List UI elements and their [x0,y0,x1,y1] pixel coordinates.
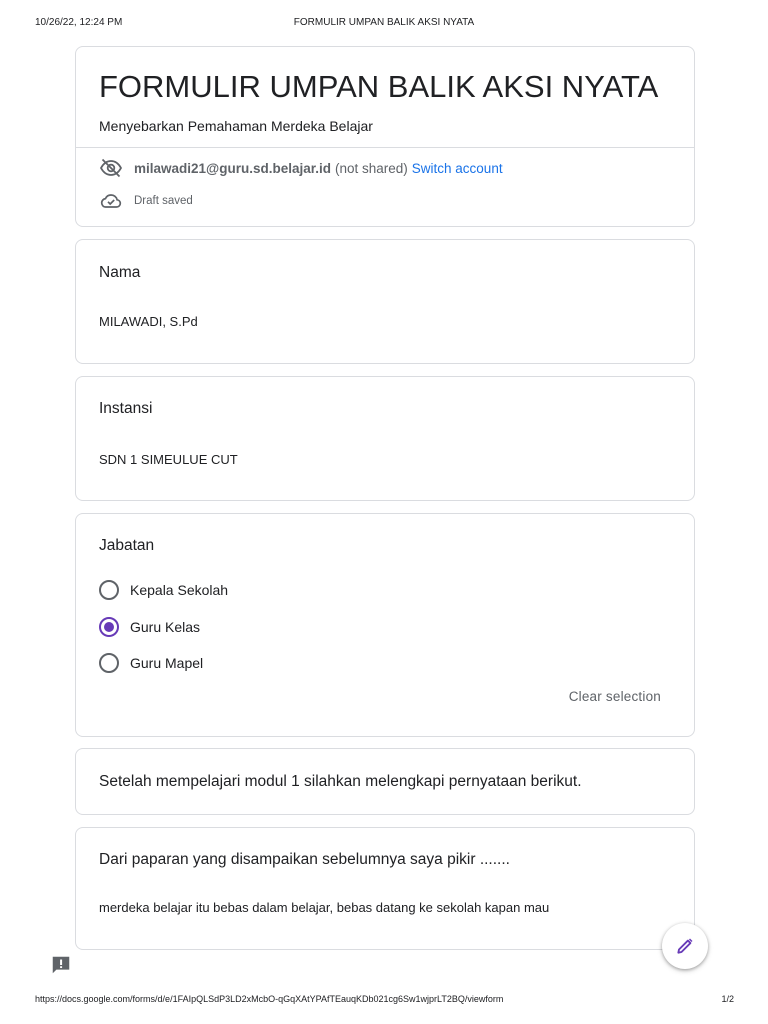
header-divider [76,147,694,148]
draft-status-row [99,190,193,212]
question-paparan-card [75,827,695,950]
radio-label: Guru Mapel [130,655,204,671]
draft-status-text: Draft saved [134,195,193,207]
question-jabatan-label: Jabatan [99,537,155,554]
question-instansi-card [75,376,695,501]
print-url: https://docs.google.com/forms/d/e/1FAIpQLSdP3LD2xMcbO-qGqXAtYPAfTEauqKDb021cg6Sw1wjprLT2BQ/viewform [35,994,504,1004]
radio-option-guru-mapel[interactable] [99,652,203,674]
radio-button-selected[interactable] [99,617,119,637]
radio-button[interactable] [99,580,119,600]
question-paparan-answer[interactable]: merdeka belajar itu bebas dalam belajar, bebas datang ke sekolah kapan mau [99,900,550,915]
section-description-card [75,748,695,815]
cloud-done-icon [99,189,123,213]
question-nama-card [75,239,695,364]
radio-button[interactable] [99,653,119,673]
print-title: FORMULIR UMPAN BALIK AKSI NYATA [293,17,475,28]
question-paparan-label: Dari paparan yang disampaikan sebelumnya saya pikir ....... [99,851,510,868]
section-description-text: Setelah mempelajari modul 1 silahkan melengkapi pernyataan berikut. [99,773,582,790]
print-date: 10/26/22, 12:24 PM [35,17,123,28]
clear-selection-button[interactable]: Clear selection [568,689,661,704]
question-nama-answer[interactable]: MILAWADI, S.Pd [99,314,198,329]
question-instansi-answer[interactable]: SDN 1 SIMEULUE CUT [99,452,238,467]
edit-fab-button[interactable] [662,923,708,969]
radio-label: Kepala Sekolah [130,582,229,598]
pencil-icon [675,936,695,956]
radio-label: Guru Kelas [130,619,201,635]
print-header [0,17,768,31]
radio-option-kepala-sekolah[interactable] [99,579,228,601]
print-page-number: 1/2 [721,994,734,1004]
report-feedback-icon[interactable] [50,954,72,976]
account-row [99,157,503,179]
form-header-card [75,46,695,227]
account-email: milawadi21@guru.sd.belajar.id [134,160,331,176]
not-shared-label: (not shared) [334,160,408,176]
switch-account-link[interactable]: Switch account [411,160,503,176]
question-instansi-label: Instansi [99,400,153,417]
visibility-off-icon [99,156,123,180]
form-description: Menyebarkan Pemahaman Merdeka Belajar [99,118,373,134]
question-jabatan-card [75,513,695,737]
question-nama-label: Nama [99,264,141,281]
radio-option-guru-kelas[interactable] [99,616,200,638]
form-title: FORMULIR UMPAN BALIK AKSI NYATA [99,69,659,104]
